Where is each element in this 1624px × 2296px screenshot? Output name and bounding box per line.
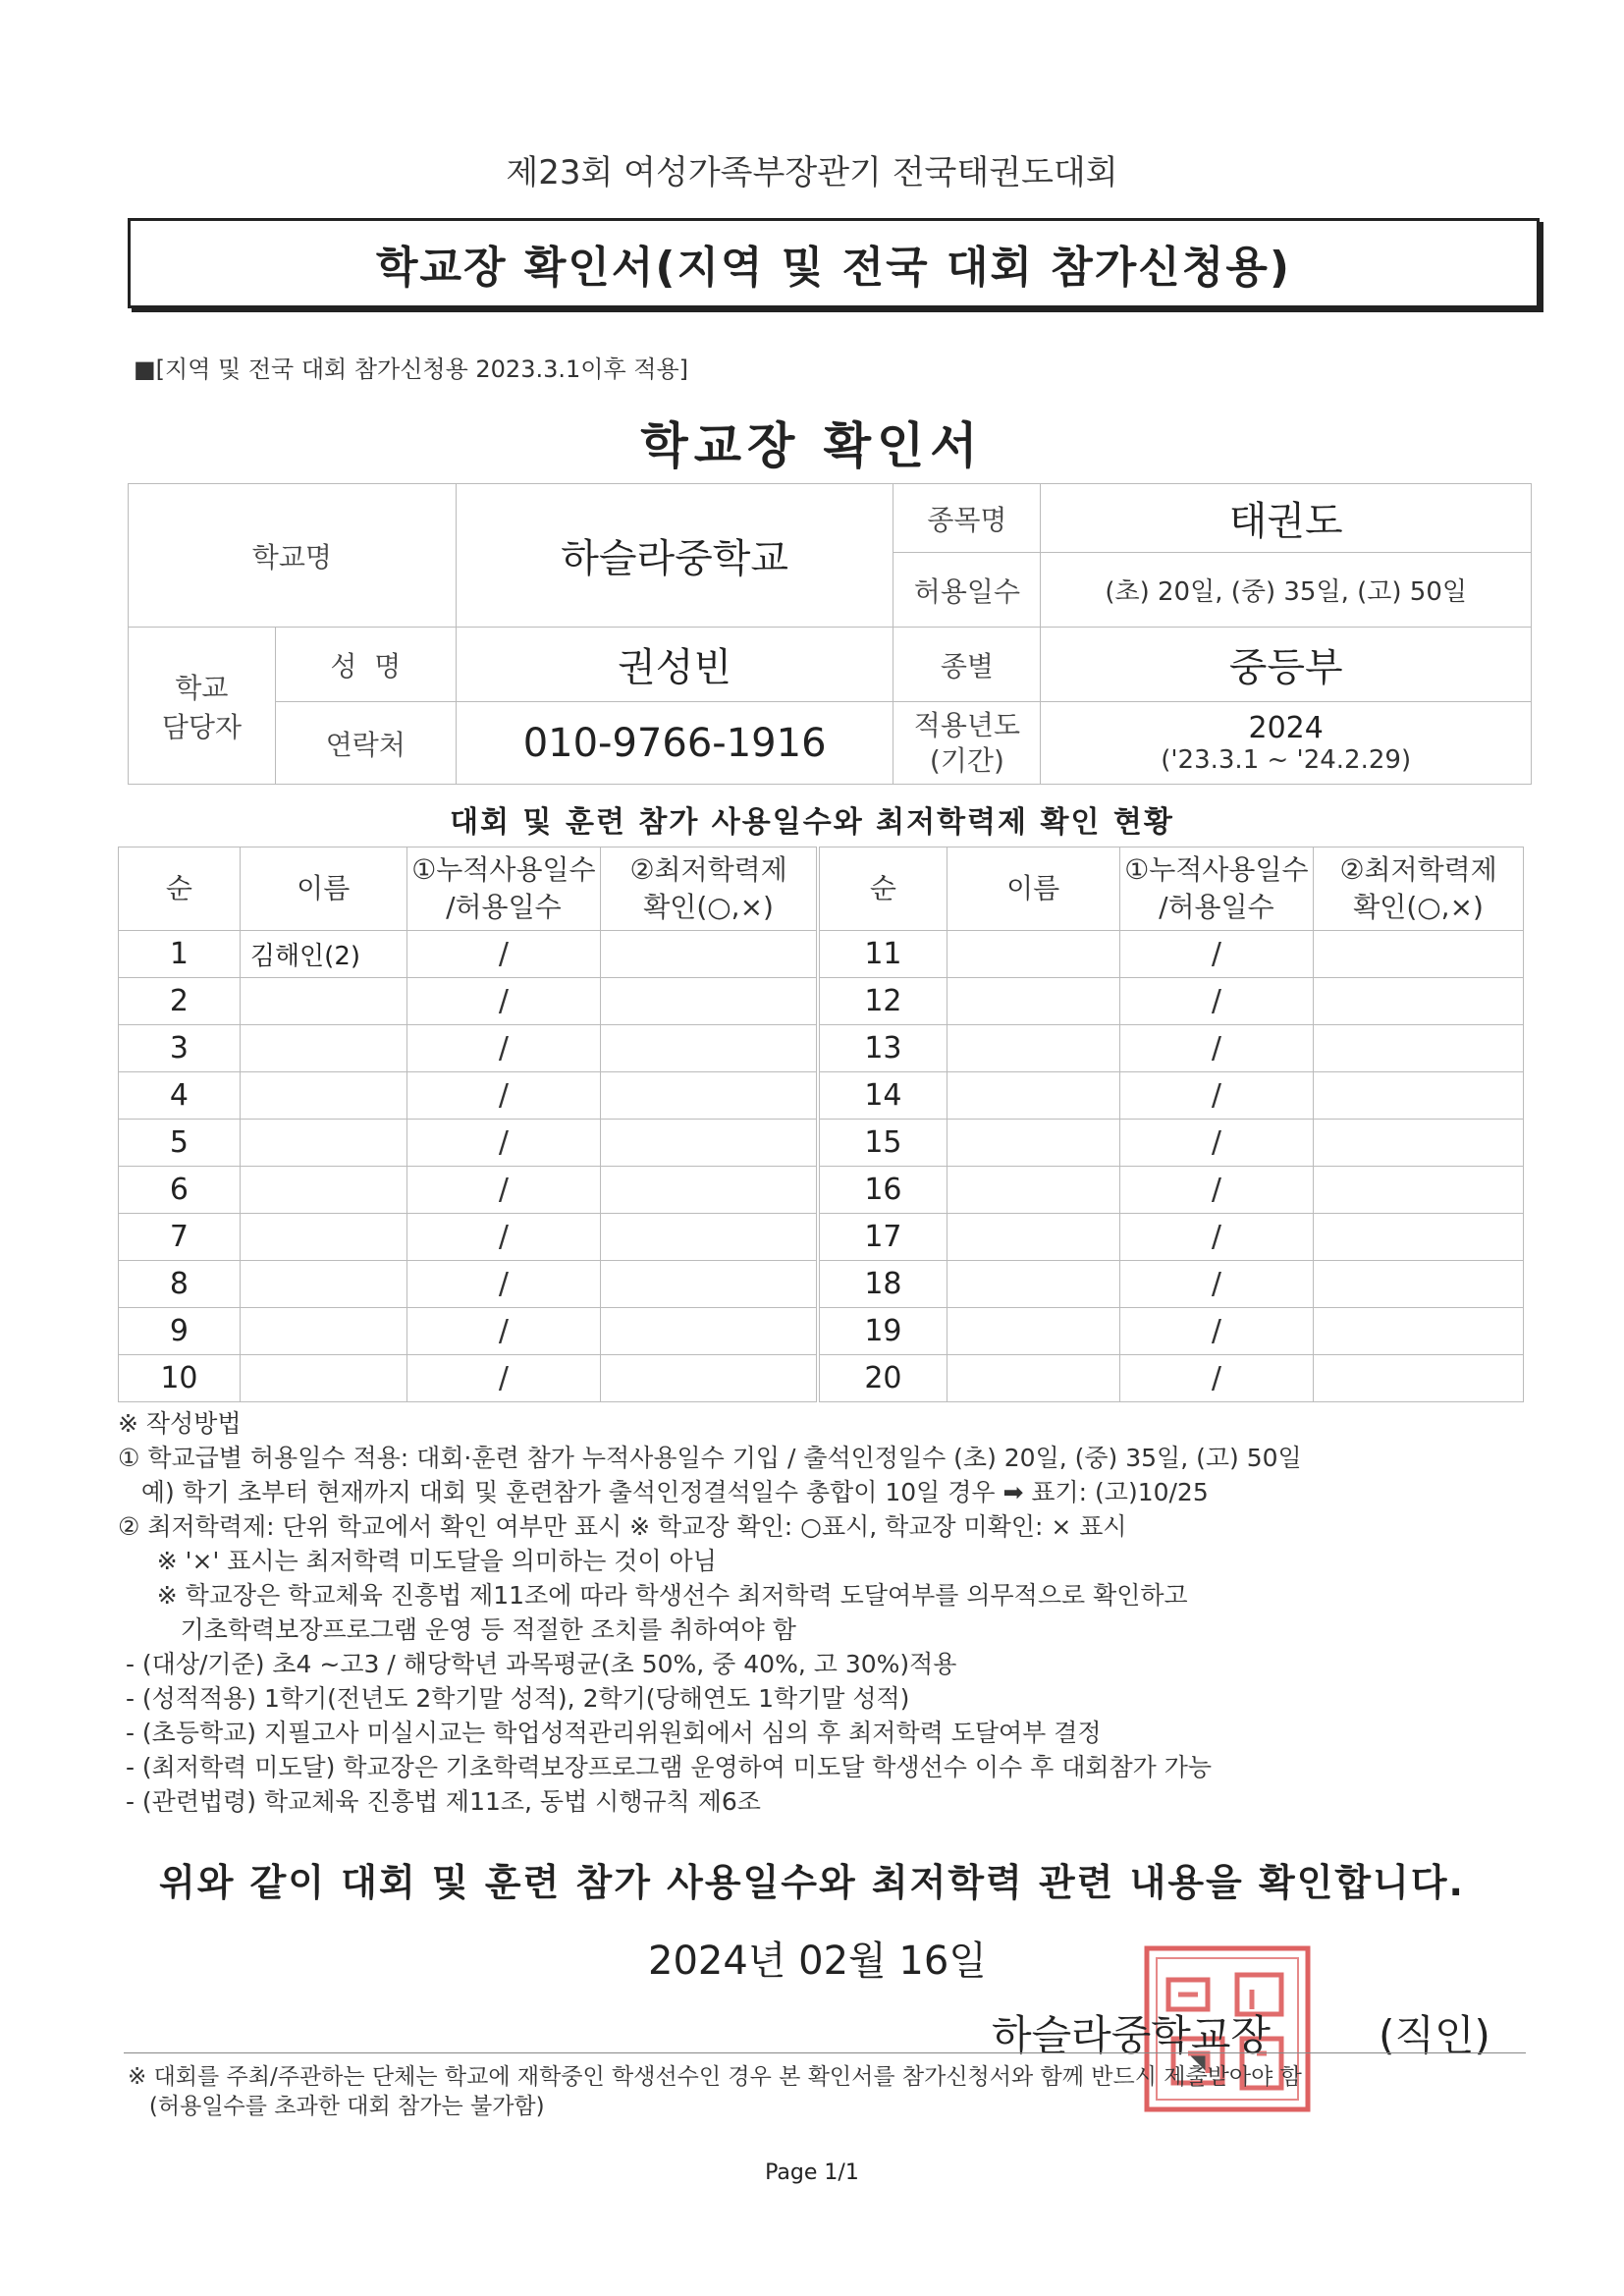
row-check — [1314, 1355, 1524, 1402]
row-number: 6 — [119, 1167, 241, 1214]
name-label: 성 명 — [275, 628, 456, 702]
row-number: 5 — [119, 1120, 241, 1167]
row-name — [947, 978, 1119, 1025]
table-row — [820, 1261, 1524, 1308]
contact-label: 연락처 — [275, 702, 456, 785]
header-days: ①누적사용일수 /허용일수 — [406, 847, 601, 931]
table-row — [820, 1120, 1524, 1167]
row-name — [947, 1120, 1119, 1167]
row-number: 1 — [119, 931, 241, 978]
table-row — [119, 1261, 817, 1308]
header-no: 순 — [119, 847, 241, 931]
table-row — [820, 1355, 1524, 1402]
row-name — [240, 1072, 406, 1120]
row-name — [240, 1214, 406, 1261]
row-days: / — [406, 1214, 601, 1261]
row-name — [947, 1214, 1119, 1261]
row-name — [240, 1167, 406, 1214]
row-number: 10 — [119, 1355, 241, 1402]
header-check: ②최저학력제 확인(○,×) — [601, 847, 817, 931]
row-check — [601, 1261, 817, 1308]
row-name — [947, 1355, 1119, 1402]
row-days: / — [1119, 1355, 1314, 1402]
row-check — [601, 1072, 817, 1120]
row-check — [601, 1308, 817, 1355]
school-name: 하슬라중학교 — [456, 484, 893, 628]
row-number: 4 — [119, 1072, 241, 1120]
row-name — [240, 1308, 406, 1355]
sport-label: 종목명 — [893, 484, 1041, 553]
row-name — [947, 1308, 1119, 1355]
table-row — [119, 1025, 817, 1072]
divider — [124, 2052, 1526, 2053]
row-name — [240, 1261, 406, 1308]
period-value: ('23.3.1 ~ '24.2.29) — [1161, 745, 1412, 775]
row-check — [1314, 1025, 1524, 1072]
row-check — [1314, 1120, 1524, 1167]
row-number: 9 — [119, 1308, 241, 1355]
row-number: 18 — [820, 1261, 947, 1308]
certificate-title-box — [128, 218, 1540, 308]
row-check — [1314, 1167, 1524, 1214]
row-name: 김해인(2) — [240, 931, 406, 978]
instruction-line: 기초학력보장프로그램 운영 등 적절한 조치를 취하여야 함 — [118, 1615, 796, 1644]
row-number: 15 — [820, 1120, 947, 1167]
row-number: 17 — [820, 1214, 947, 1261]
table-row — [820, 1167, 1524, 1214]
row-check — [601, 1355, 817, 1402]
row-check — [1314, 1261, 1524, 1308]
table-row — [119, 1120, 817, 1167]
row-days: / — [1119, 1072, 1314, 1120]
row-days: / — [1119, 1120, 1314, 1167]
year-value: 2024 — [1248, 711, 1324, 745]
row-days: / — [1119, 931, 1314, 978]
row-check — [601, 931, 817, 978]
apply-note: ■[지역 및 전국 대회 참가신청용 2023.3.1이후 적용] — [134, 355, 688, 383]
contact-value: 010-9766-1916 — [456, 702, 893, 785]
row-check — [601, 1025, 817, 1072]
row-number: 20 — [820, 1355, 947, 1402]
row-days: / — [1119, 1214, 1314, 1261]
instruction-line: ※ 작성방법 — [118, 1409, 242, 1438]
footnote — [128, 2062, 1542, 2121]
status-table-right — [819, 847, 1524, 1402]
row-days: / — [1119, 1308, 1314, 1355]
confirm-statement: 위와 같이 대회 및 훈련 참가 사용일수와 최저학력 관련 내용을 확인합니다. — [159, 1861, 1465, 1904]
table-row — [119, 978, 817, 1025]
table-row — [820, 1308, 1524, 1355]
row-name — [240, 1355, 406, 1402]
signer-name: 하슬라중학교장 — [992, 2011, 1272, 2059]
table-row — [119, 1072, 817, 1120]
header-days: ①누적사용일수 /허용일수 — [1119, 847, 1314, 931]
page-number: Page 1/1 — [765, 2160, 859, 2185]
row-number: 13 — [820, 1025, 947, 1072]
table-row — [119, 1214, 817, 1261]
row-days: / — [406, 931, 601, 978]
header-check: ②최저학력제 확인(○,×) — [1314, 847, 1524, 931]
table-row — [119, 931, 817, 978]
footnote-line: ※ 대회를 주최/주관하는 단체는 학교에 재학중인 학생선수인 경우 본 확인서를 참가신청서와 함께 반드시 제출받아야 함 — [128, 2064, 1302, 2090]
row-days: / — [406, 1072, 601, 1120]
row-number: 2 — [119, 978, 241, 1025]
row-days: / — [406, 978, 601, 1025]
table-row — [820, 1072, 1524, 1120]
row-check — [1314, 1072, 1524, 1120]
row-name — [947, 1072, 1119, 1120]
row-days: / — [406, 1308, 601, 1355]
row-number: 11 — [820, 931, 947, 978]
row-check — [1314, 1308, 1524, 1355]
year-label: 적용년도 (기간) — [893, 702, 1041, 785]
document-title: 학교장 확인서 — [640, 417, 984, 474]
row-number: 8 — [119, 1261, 241, 1308]
header-no: 순 — [820, 847, 947, 931]
row-name — [240, 1025, 406, 1072]
row-number: 16 — [820, 1167, 947, 1214]
row-number: 7 — [119, 1214, 241, 1261]
row-check — [601, 1214, 817, 1261]
row-check — [1314, 931, 1524, 978]
row-days: / — [406, 1120, 601, 1167]
row-number: 14 — [820, 1072, 947, 1120]
row-number: 12 — [820, 978, 947, 1025]
row-name — [947, 1025, 1119, 1072]
instruction-line: ※ 학교장은 학교체육 진흥법 제11조에 따라 학생선수 최저학력 도달여부를 의무적으로 확인하고 — [118, 1581, 1188, 1610]
info-table — [128, 483, 1532, 785]
row-days: / — [406, 1355, 601, 1402]
instruction-line: - (초등학교) 지필고사 미실시교는 학업성적관리위원회에서 심의 후 최저학력 도달여부 결정 — [118, 1719, 1102, 1747]
row-check — [601, 1120, 817, 1167]
row-check — [601, 978, 817, 1025]
manager-name: 권성빈 — [456, 628, 893, 702]
table-row — [820, 1214, 1524, 1261]
row-check — [1314, 1214, 1524, 1261]
allowed-days-value: (초) 20일, (중) 35일, (고) 50일 — [1041, 553, 1532, 628]
instruction-line: ① 학교급별 허용일수 적용: 대회·훈련 참가 누적사용일수 기입 / 출석인정일수 (초) 20일, (중) 35일, (고) 50일 — [118, 1444, 1302, 1472]
event-title: 제23회 여성가족부장관기 전국태권도대회 — [506, 153, 1118, 192]
allowed-days-label: 허용일수 — [893, 553, 1041, 628]
row-check — [601, 1167, 817, 1214]
manager-label: 학교 담당자 — [129, 628, 276, 785]
table-row — [820, 978, 1524, 1025]
instruction-line: 예) 학기 초부터 현재까지 대회 및 훈련참가 출석인정결석일수 총합이 10일 경우 ➡ 표기: (고)10/25 — [118, 1478, 1209, 1506]
instruction-line: ※ '×' 표시는 최저학력 미도달을 의미하는 것이 아님 — [118, 1547, 717, 1575]
row-name — [947, 931, 1119, 978]
writing-instructions — [118, 1406, 1532, 1819]
header-name: 이름 — [947, 847, 1119, 931]
row-days: / — [406, 1261, 601, 1308]
sport-value: 태권도 — [1041, 484, 1532, 553]
instruction-line: - (최저학력 미도달) 학교장은 기초학력보장프로그램 운영하여 미도달 학생선수 이수 후 대회참가 가능 — [118, 1753, 1213, 1781]
row-check — [1314, 978, 1524, 1025]
table-row — [820, 931, 1524, 978]
school-label: 학교명 — [129, 484, 457, 628]
table-row — [820, 1025, 1524, 1072]
table-row — [119, 1355, 817, 1402]
row-name — [240, 1120, 406, 1167]
row-name — [947, 1261, 1119, 1308]
row-name — [240, 978, 406, 1025]
row-days: / — [1119, 1167, 1314, 1214]
instruction-line: ② 최저학력제: 단위 학교에서 확인 여부만 표시 ※ 학교장 확인: ○표시, 학교장 미확인: × 표시 — [118, 1512, 1127, 1541]
header-name: 이름 — [240, 847, 406, 931]
row-days: / — [406, 1167, 601, 1214]
row-days: / — [406, 1025, 601, 1072]
year-cell — [1041, 702, 1532, 785]
row-number: 19 — [820, 1308, 947, 1355]
row-days: / — [1119, 1025, 1314, 1072]
seal-label: (직인) — [1379, 2011, 1490, 2059]
instruction-line: - (관련법령) 학교체육 진흥법 제11조, 동법 시행규칙 제6조 — [118, 1787, 761, 1816]
issue-date: 2024년 02월 16일 — [648, 1939, 987, 1984]
row-name — [947, 1167, 1119, 1214]
status-table-left — [118, 847, 817, 1402]
row-days: / — [1119, 978, 1314, 1025]
instruction-line: - (성적적용) 1학기(전년도 2학기말 성적), 2학기(당해연도 1학기말 성적) — [118, 1684, 910, 1713]
table-row — [119, 1167, 817, 1214]
division-label: 종별 — [893, 628, 1041, 702]
footnote-line: (허용일수를 초과한 대회 참가는 불가함) — [128, 2094, 545, 2119]
row-number: 3 — [119, 1025, 241, 1072]
table-row — [119, 1308, 817, 1355]
status-table-title: 대회 및 훈련 참가 사용일수와 최저학력제 확인 현황 — [450, 805, 1174, 840]
instruction-line: - (대상/기준) 초4 ~고3 / 해당학년 과목평균(초 50%, 중 40%, 고 30%)적용 — [118, 1650, 957, 1678]
certificate-title: 학교장 확인서(지역 및 전국 대회 참가신청용) — [376, 243, 1291, 293]
division-value: 중등부 — [1041, 628, 1532, 702]
row-days: / — [1119, 1261, 1314, 1308]
